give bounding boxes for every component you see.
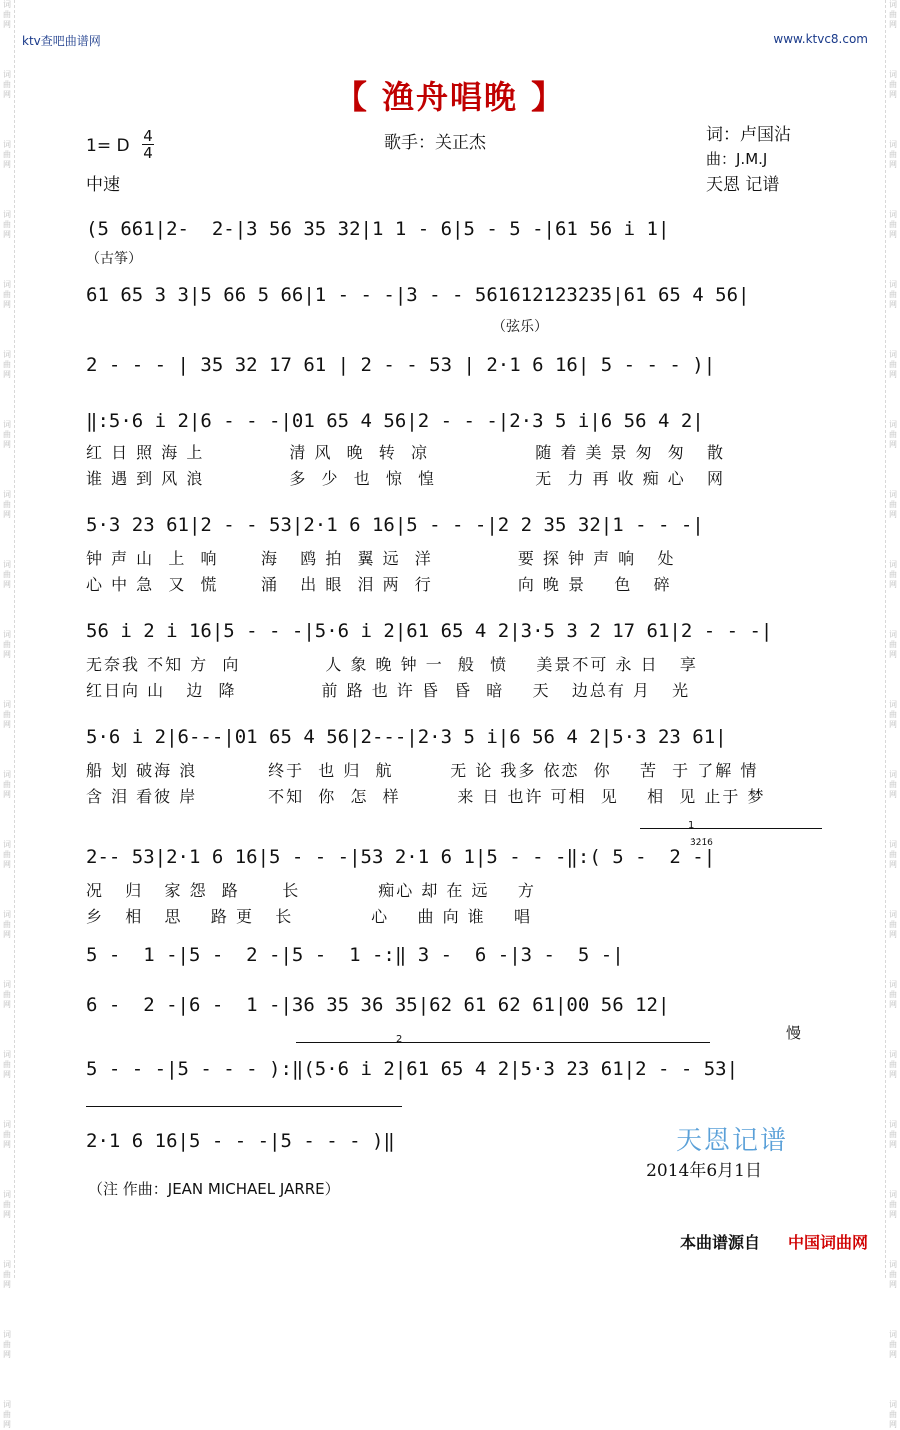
lyric-verse2-line4: 含 泪 看彼 岸 不知 你 怎 样 来 日 也许 可相 见 相 见 止于 梦 (86, 787, 766, 806)
key-signature: 1= D (86, 136, 130, 156)
site-name-left[interactable]: ktv查吧曲谱网 (22, 34, 101, 48)
label-strings: （弦乐） (492, 319, 548, 335)
left-margin-watermark: 词曲网 词曲网 词曲网 词曲网 词曲网 词曲网 词曲网 词曲网 词曲网 词曲网 词曲网 词曲网 词曲网 词曲网 词曲网 词曲网 词曲网 词曲网 词曲网 词曲网 词曲网 (0, 0, 15, 1278)
transcription-date: 2014年6月1日 (646, 1161, 762, 1181)
song-title: 【 渔舟唱晚 】 (334, 78, 566, 116)
volta-bracket-1 (640, 828, 822, 829)
time-top: 4 (143, 127, 153, 145)
lyric-verse2-line2: 心 中 急 又 慌 涌 出 眼 泪 两 行 向 晚 景 色 碎 (86, 575, 672, 594)
lyric-verse2-line5: 乡 相 思 路 更 长 心 曲 向 谁 唱 (86, 907, 533, 926)
time-bottom: 4 (143, 144, 153, 162)
score-line-6: 56 i 2 i 16|5 - - -|5·6 i 2|61 65 4 2|3·5 3 2 17 61|2 - - -| (86, 620, 773, 642)
transcriber-credit: 天恩 记谱 (706, 175, 780, 195)
composer-note: （注 作曲：JEAN MICHAEL JARRE） (88, 1180, 340, 1198)
time-signature (142, 128, 154, 161)
source-label: 本曲谱源自 (679, 1233, 760, 1252)
transcriber-signature: 天恩记谱 (675, 1126, 788, 1156)
score-line-9: 5 - 1 -|5 - 2 -|5 - 1 -:‖ 3 - 6 -|3 - 5 -| (86, 944, 624, 966)
score-line-1: (5 661|2- 2-|3 56 35 32|1 1 - 6|5 - 5 -|61 56 i 1| (86, 218, 670, 240)
slow-marking: 慢 (786, 1024, 802, 1042)
score-line-3: 2 - - - | 35 32 17 61 | 2 - - 53 | 2·1 6 16| 5 - - - )| (86, 354, 716, 376)
right-margin-watermark: 词曲网 词曲网 词曲网 词曲网 词曲网 词曲网 词曲网 词曲网 词曲网 词曲网 词曲网 词曲网 词曲网 词曲网 词曲网 词曲网 词曲网 词曲网 词曲网 词曲网 词曲网 (885, 0, 900, 1278)
volta-bracket-2 (296, 1042, 710, 1043)
lyric-verse1-line3: 无奈我 不知 方 向 人 象 晚 钟 一 般 愤 美景不可 永 日 享 (86, 655, 698, 674)
score-line-5: 5·3 23 61|2 - - 53|2·1 6 16|5 - - -|2 2 35 32|1 - - -| (86, 514, 704, 536)
lyric-verse2-line3: 红日向 山 边 降 前 路 也 许 昏 昏 暗 天 边总有 月 光 (86, 681, 691, 700)
volta-number-2: 2 (396, 1034, 403, 1045)
score-line-11: 5 - - -|5 - - - ):‖(5·6 i 2|61 65 4 2|5·3 23 61|2 - - 53| (86, 1058, 739, 1080)
composer-credit: 曲：J.M.J (706, 150, 768, 168)
lyricist-credit: 词：卢国沾 (706, 125, 791, 145)
score-line-10: 6 - 2 -|6 - 1 -|36 35 36 35|62 61 62 61|00 56 12| (86, 994, 670, 1016)
score-line-12: 2·1 6 16|5 - - -|5 - - - )‖ (86, 1130, 395, 1152)
source-site-link[interactable]: 中国词曲网 (787, 1233, 868, 1252)
site-url-right[interactable]: www.ktvc8.com (773, 32, 868, 46)
score-line-7: 5·6 i 2|6---|01 65 4 56|2---|2·3 5 i|6 56 4 2|5·3 23 61| (86, 726, 727, 748)
lyric-verse1-line1: 红 日 照 海 上 清 风 晚 转 凉 随 着 美 景 匆 匆 散 (86, 443, 726, 462)
lyric-verse1-line4: 船 划 破海 浪 终于 也 归 航 无 论 我多 依恋 你 苦 于 了解 情 (86, 761, 759, 780)
label-guzheng: （古筝） (86, 251, 142, 267)
lyric-verse1-line2: 钟 声 山 上 响 海 鸥 拍 翼 远 洋 要 探 钟 声 响 处 (86, 549, 676, 568)
volta-number-1: 1 (688, 820, 695, 831)
lyric-verse1-line5: 况 归 家 怨 路 长 痴心 却 在 远 方 (86, 881, 536, 900)
singer-credit: 歌手：关正杰 (384, 133, 486, 153)
tempo-marking: 中速 (86, 175, 120, 195)
slur-long (86, 1106, 402, 1107)
lyric-verse2-line1: 谁 遇 到 风 浪 多 少 也 惊 惶 无 力 再 收 痴 心 网 (86, 469, 726, 488)
score-line-2: 61 65 3 3|5 66 5 66|1 - - -|3 - - 561612123235|61 65 4 56| (86, 284, 750, 306)
score-line-8: 2-- 53|2·1 6 16|5 - - -|53 2·1 6 1|5 - - -‖:( 5 - 2 -| (86, 846, 716, 868)
score-line-4: ‖:5·6 i 2|6 - - -|01 65 4 56|2 - - -|2·3 5 i|6 56 4 2| (86, 410, 704, 432)
grace-notes: 3̇2̇1̇6 (690, 838, 713, 848)
